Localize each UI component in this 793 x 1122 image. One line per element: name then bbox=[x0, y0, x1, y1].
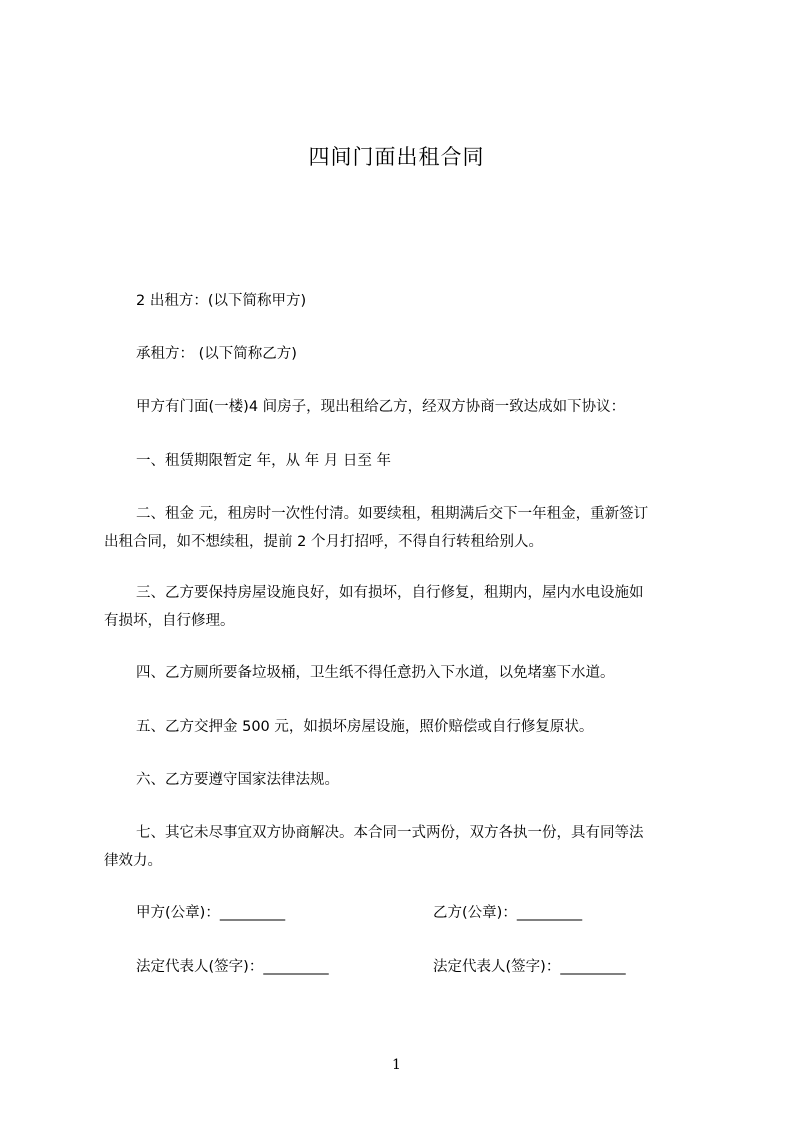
clause-1: 一、租赁期限暂定 年，从 年 月 日至 年 bbox=[136, 453, 392, 469]
clause-7-line-1: 七、其它未尽事宜双方协商解决。本合同一式两份，双方各执一份，具有同等法 bbox=[136, 825, 644, 841]
clause-6: 六、乙方要遵守国家法律法规。 bbox=[136, 772, 339, 788]
document-title: 四间门面出租合同 bbox=[308, 145, 485, 169]
clause-3-line-1: 三、乙方要保持房屋设施良好，如有损坏，自行修复，租期内，屋内水电设施如 bbox=[136, 585, 644, 601]
party-b-seal-line: 乙方(公章)：_________ bbox=[433, 905, 583, 921]
lessor-line: 2 出租方：(以下简称甲方) bbox=[136, 293, 307, 309]
clause-2-line-2: 出租合同，如不想续租，提前 2 个月打招呼，不得自行转租给别人。 bbox=[104, 534, 543, 550]
lessee-line: 承租方： (以下简称乙方) bbox=[136, 346, 297, 362]
party-a-representative-line: 法定代表人(签字)：_________ bbox=[136, 959, 329, 975]
clause-2-line-1: 二、租金 元，租房时一次性付清。如要续租，租期满后交下一年租金，重新签订 bbox=[136, 506, 649, 522]
clause-5: 五、乙方交押金 500 元，如损坏房屋设施，照价赔偿或自行修复原状。 bbox=[136, 719, 594, 735]
clause-3-line-2: 有损坏，自行修理。 bbox=[104, 613, 235, 629]
clause-4: 四、乙方厕所要备垃圾桶，卫生纸不得任意扔入下水道，以免堵塞下水道。 bbox=[136, 665, 615, 681]
page-number: 1 bbox=[392, 1057, 401, 1073]
clause-7-line-2: 律效力。 bbox=[104, 853, 162, 869]
party-a-seal-line: 甲方(公章)：_________ bbox=[136, 905, 286, 921]
party-b-representative-line: 法定代表人(签字)：_________ bbox=[433, 959, 626, 975]
intro-paragraph: 甲方有门面(一楼)4 间房子，现出租给乙方，经双方协商一致达成如下协议： bbox=[136, 399, 626, 415]
